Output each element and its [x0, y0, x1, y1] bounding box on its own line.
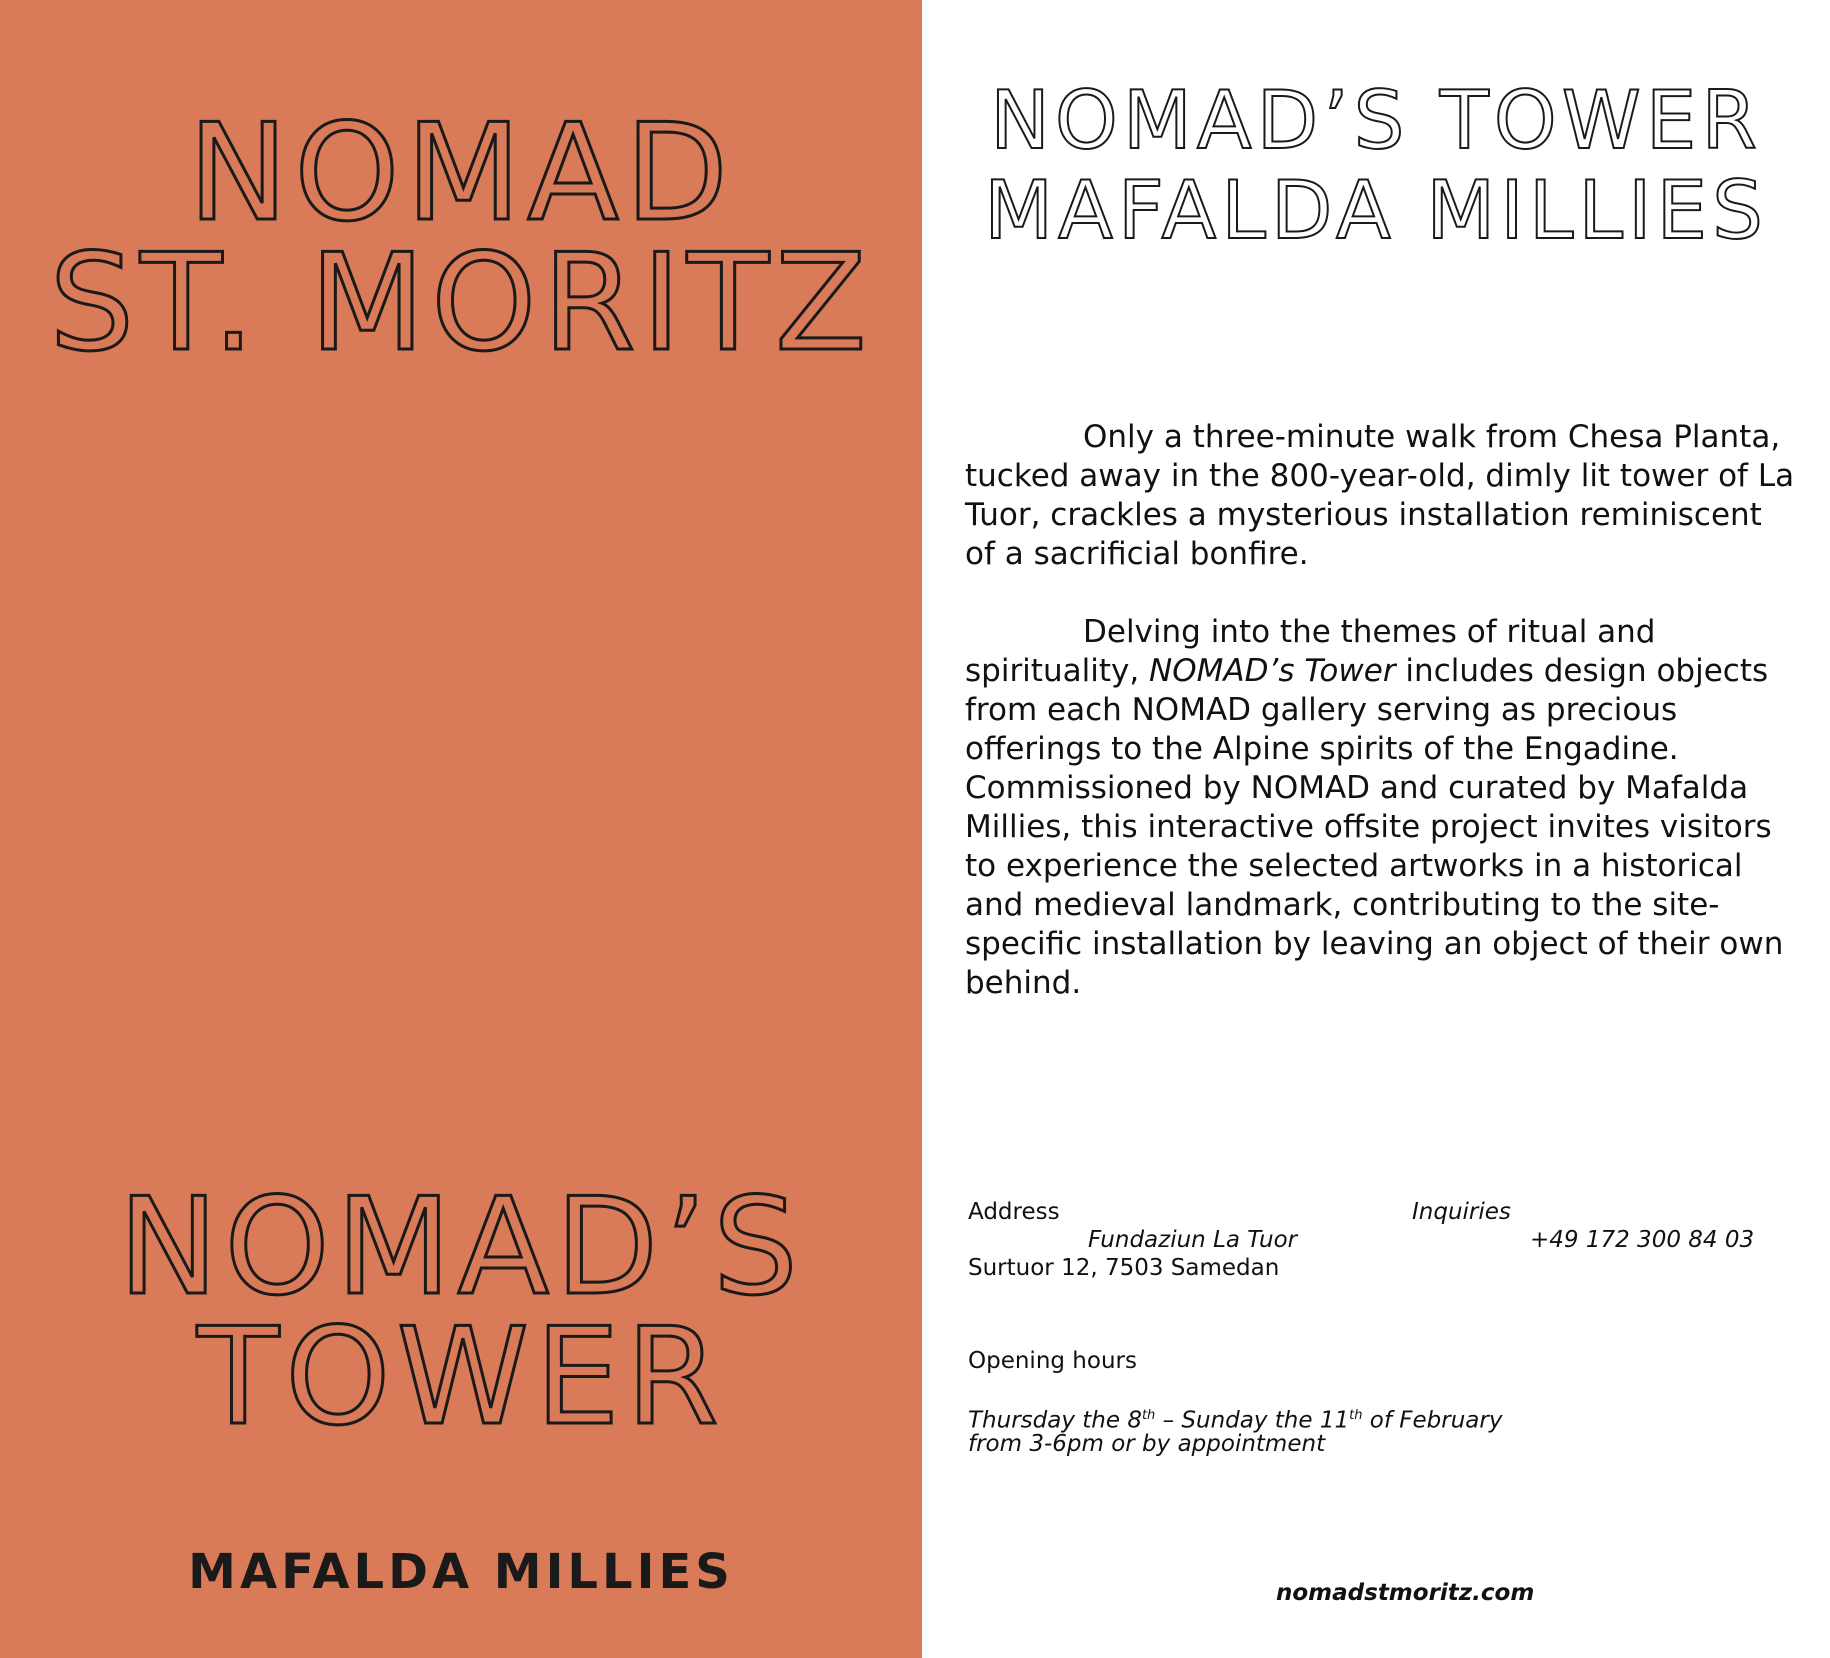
address-name: Fundaziun La Tuor: [1088, 1227, 1298, 1253]
page-title-line2: MAFALDA MILLIES: [984, 164, 1768, 257]
address-label: Address: [968, 1199, 1060, 1225]
website-link[interactable]: nomadstmoritz.com: [1276, 1580, 1535, 1606]
cover-title-line2: ST. MORITZ: [49, 225, 873, 381]
cover-subtitle-line1: NOMAD’S: [118, 1169, 804, 1325]
paragraph-2-rest: includes design objects from each NOMAD gallery serving as precious offerings to the Alpine spirits of the Engadine. Commissioned by NOMAD and curated by Mafalda Millies, this interactive offsite project invites visitors to experience the selected artworks in a historical and medieval landmark, contributing to the site-specific installation by leaving an object of their own behind.: [965, 653, 1784, 1001]
paragraph-1: Only a three-minute walk from Chesa Planta, tucked away in the 800-year-old, dimly lit tower of La Tuor, crackles a mysterious installation reminiscent of a sacrificial bonfire.: [965, 419, 1795, 572]
page-title: [922, 76, 1830, 256]
cover-title-line1: NOMAD: [187, 95, 735, 251]
address-street: Surtuor 12, 7503 Samedan: [968, 1255, 1280, 1281]
cover-title: [0, 95, 922, 381]
exhibition-name: NOMAD’s Tower: [1149, 653, 1396, 689]
opening-hours-times: from 3-6pm or by appointment: [968, 1431, 1326, 1457]
description: [965, 418, 1795, 1042]
inquiries-label: Inquiries: [1412, 1199, 1511, 1225]
opening-hours-dates: Thursday the 8th – Sunday the 11th of February: [968, 1407, 1503, 1434]
opening-hours-label: Opening hours: [968, 1348, 1137, 1374]
page-title-line1: NOMAD’S TOWER: [990, 74, 1762, 167]
cover-subtitle: [0, 1169, 922, 1455]
paragraph-2-text: Delving into the themes of ritual and spirituality,: [965, 614, 1656, 689]
paragraph-2: [965, 613, 1795, 1003]
inquiries-phone[interactable]: +49 172 300 84 03: [1530, 1227, 1755, 1253]
cover-author: MAFALDA MILLIES: [188, 1544, 734, 1600]
cover-subtitle-line2: TOWER: [197, 1299, 725, 1455]
